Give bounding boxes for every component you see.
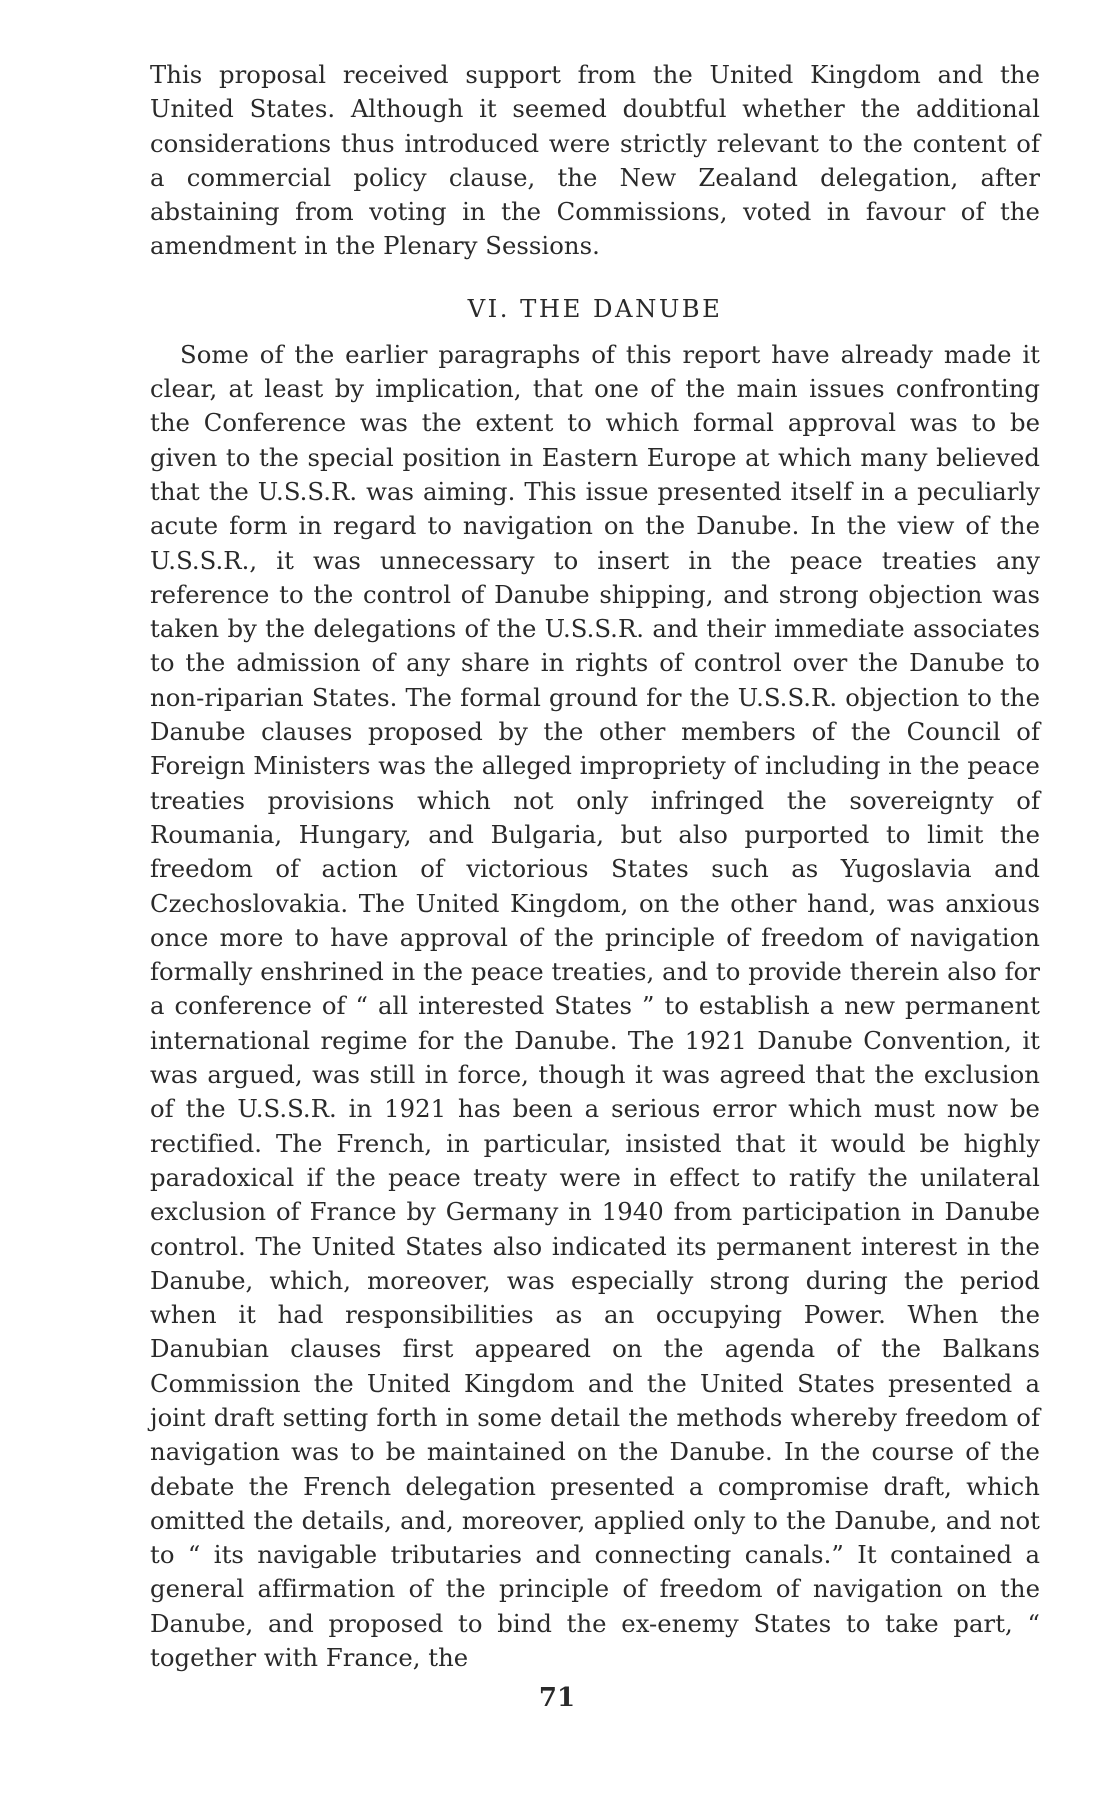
intro-paragraph: This proposal received support from the United Kingdom and the United States. Although it seemed doubtful whether the additional considerations thus introduced were strictly relevant to the content of a commercial policy clause, the New Zealand delegation, after abstaining from voting in the Commissions, voted in favour of the amendment in the Plenary Sessions. <box>150 60 1040 261</box>
section-heading: VI. THE DANUBE <box>467 293 723 323</box>
danube-paragraph: Some of the earlier paragraphs of this report have already made it clear, at least by implication, that one of the main issues confronting the Conference was the extent to which formal approval was to be given to the special position in Eastern Europe at which many believed that the U.S.S.R. was aiming. This issue presented itself in a peculiarly acute form in regard to navigation on the Danube. In the view of the U.S.S.R., it was unnecessary to insert in the peace treaties any reference to the control of Danube shipping, and strong objection was taken by the delegations of the U.S.S.R. and their immediate associates to the admission of any share in rights of control over the Danube to non-riparian States. The formal ground for the U.S.S.R. objection to the Danube clauses proposed by the other members of the Council of Foreign Ministers was the alleged impropriety of including in the peace treaties provisions which not only infringed the sovereignty of Roumania, Hungary, and Bulgaria, but also purported to limit the freedom of action of victorious States such as Yugoslavia and Czechoslovakia. The United Kingdom, on the other hand, was anxious once more to have approval of the principle of freedom of navigation formally enshrined in the peace treaties, and to provide therein also for a conference of “ all interested States ” to establish a new permanent international regime for the Danube. The 1921 Danube Convention, it was argued, was still in force, though it was agreed that the exclusion of the U.S.S.R. in 1921 has been a serious error which must now be rectified. The French, in particular, insisted that it would be highly paradoxical if the peace treaty were in effect to ratify the unilateral exclusion of France by Germany in 1940 from participation in Danube control. The United States also indicated its permanent interest in the Danube, which, moreover, was especially strong during the period when it had responsibilities as an occupying Power. When the Danubian clauses first appeared on the agenda of the Balkans Commission the United Kingdom and the United States presented a joint draft setting forth in some detail the methods whereby freedom of navigation was to be maintained on the Danube. In the course of the debate the French delegation presented a compromise draft, which omitted the details, and, moreover, applied only to the Danube, and not to “ its navigable tributaries and connecting canals.” It contained a general affirmation of the principle of freedom of navigation on the Danube, and proposed to bind the ex-enemy States to take part, “ together with France, the <box>150 339 1040 1673</box>
document-page <box>150 58 1040 1675</box>
page-number: 71 <box>538 1683 576 1713</box>
